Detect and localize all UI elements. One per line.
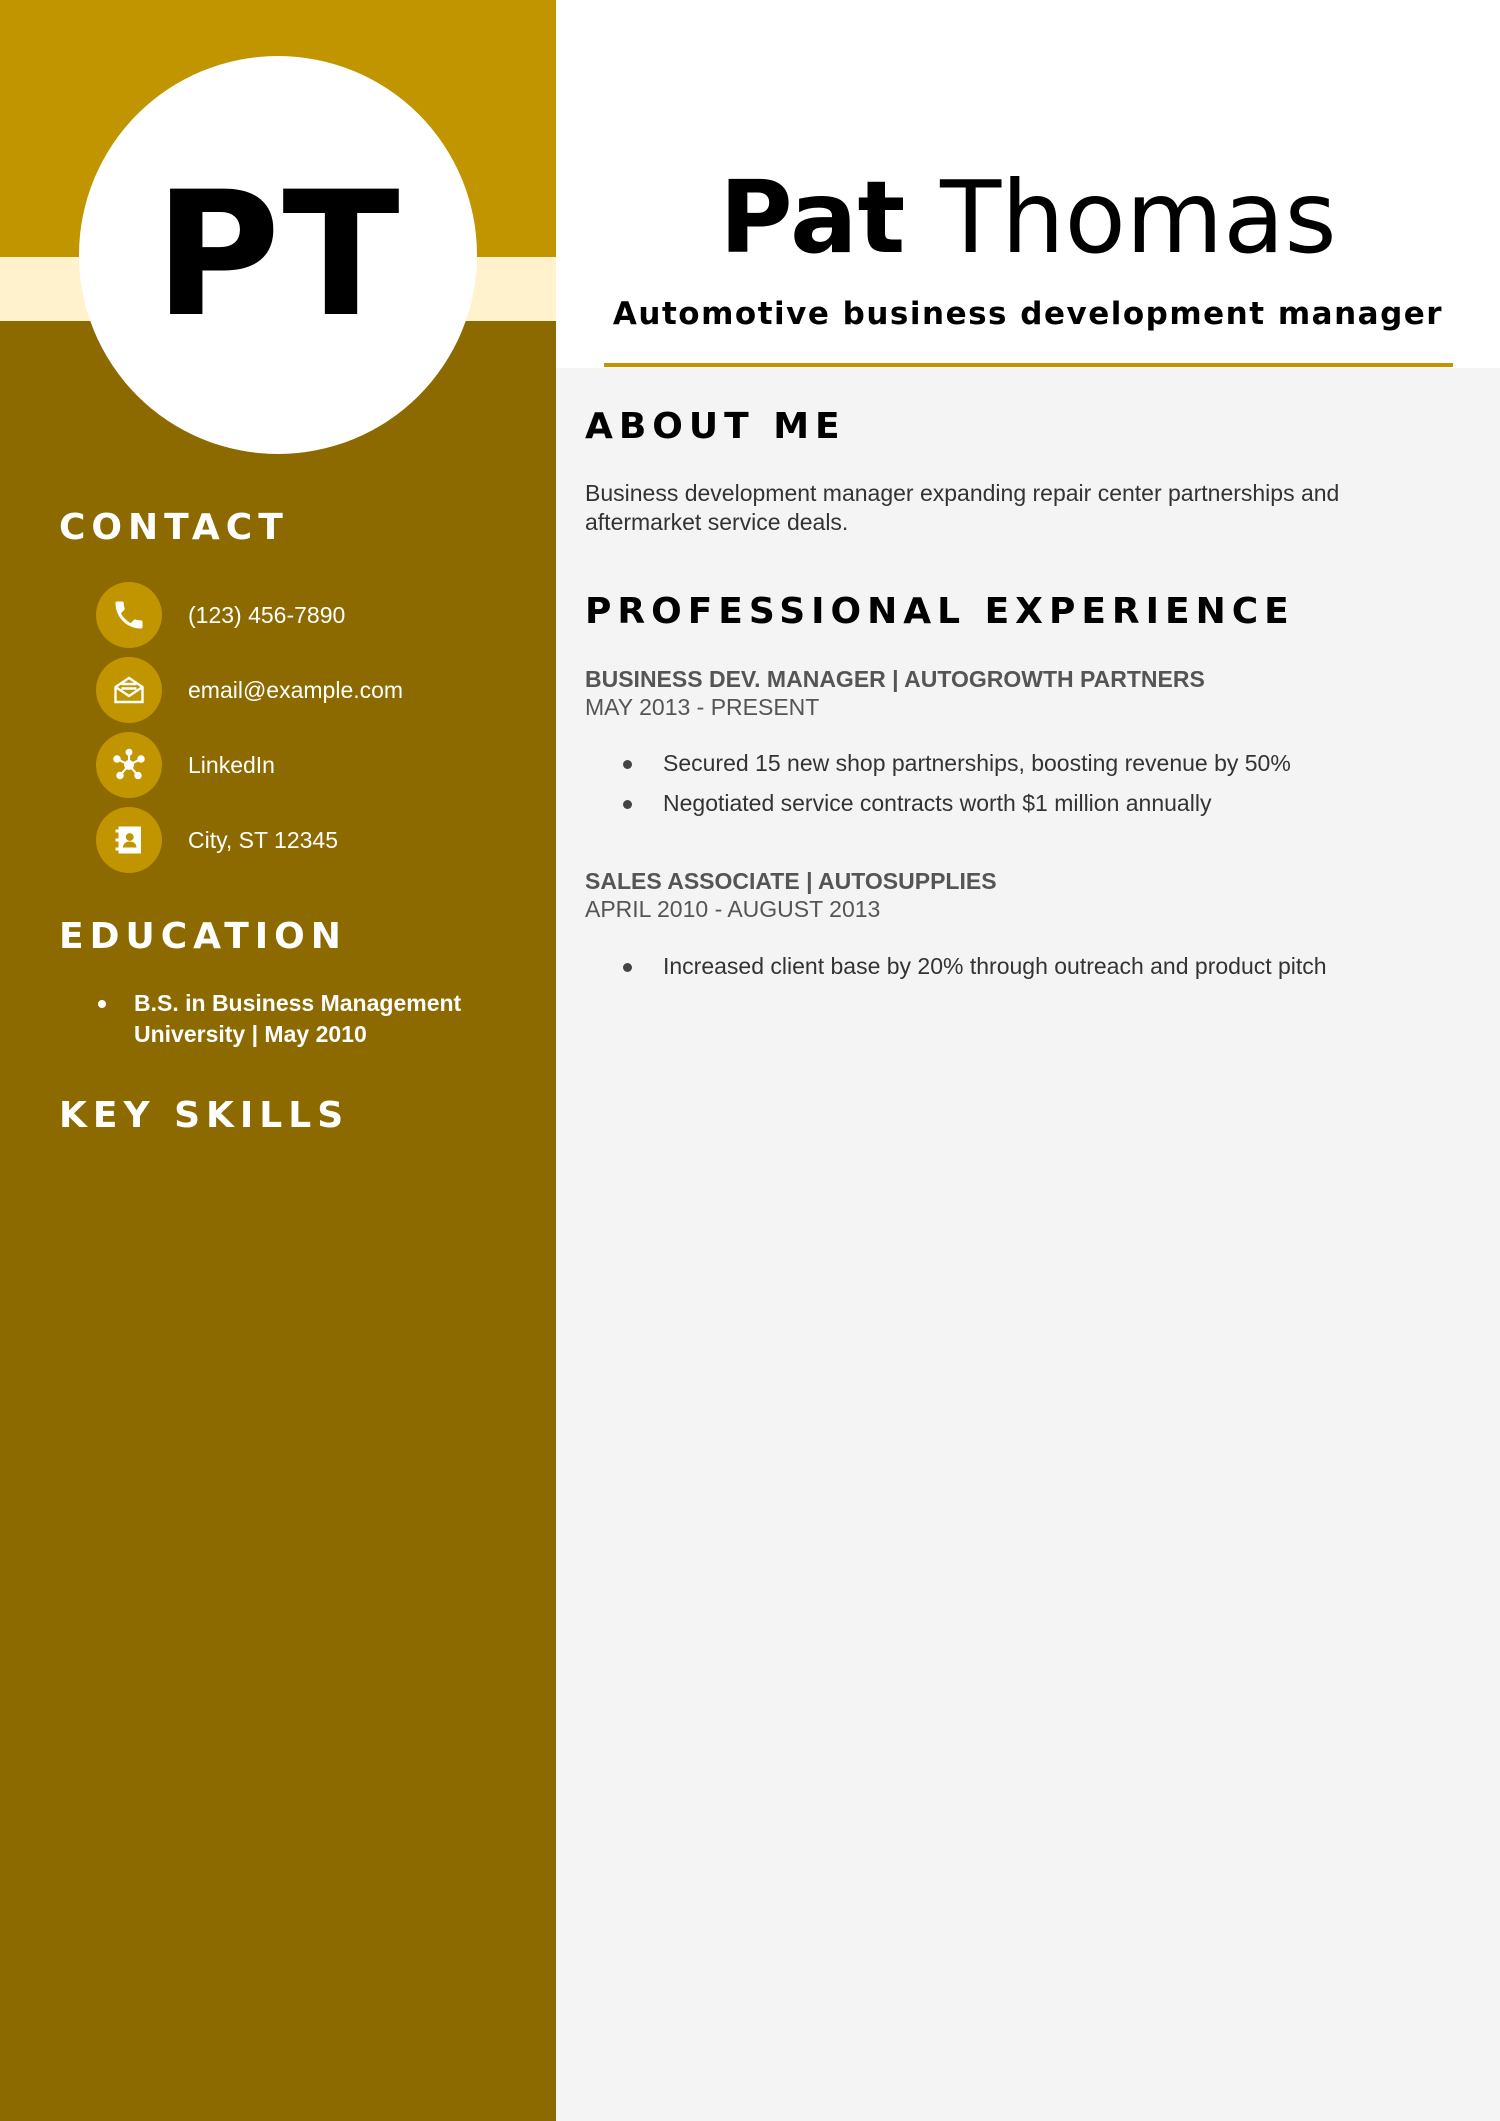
- contact-list: [96, 582, 536, 882]
- last-name: Thomas: [940, 159, 1337, 276]
- job-bullet: Increased client base by 20% through outreach and product pitch: [622, 952, 1442, 981]
- job-bullets: [622, 749, 1442, 829]
- job-dates: MAY 2013 - PRESENT: [585, 694, 820, 720]
- network-icon: [96, 732, 162, 798]
- contact-item-address[interactable]: [96, 807, 536, 873]
- contact-item-linkedin[interactable]: [96, 732, 536, 798]
- header: [556, 0, 1500, 368]
- contact-phone-text: (123) 456-7890: [188, 601, 346, 628]
- contact-address-text: City, ST 12345: [188, 826, 339, 853]
- contact-heading: CONTACT: [59, 507, 289, 548]
- address-book-icon: [96, 807, 162, 873]
- job-bullets: [622, 952, 1442, 992]
- first-name: Pat: [719, 159, 906, 276]
- job-role: BUSINESS DEV. MANAGER | AUTOGROWTH PARTNERS: [585, 666, 1205, 692]
- full-name: [556, 159, 1500, 276]
- monogram-circle: [79, 56, 477, 454]
- education-item: [96, 988, 536, 1050]
- about-text: Business development manager expanding repair center partnerships and aftermarket service deals.: [585, 480, 1340, 535]
- job-title: Automotive business development manager: [612, 296, 1444, 332]
- contact-item-email[interactable]: [96, 657, 536, 723]
- education-school-date: University | May 2010: [134, 1021, 367, 1047]
- job-role: SALES ASSOCIATE | AUTOSUPPLIES: [585, 868, 997, 894]
- key-skills-heading: KEY SKILLS: [59, 1095, 350, 1136]
- job-bullet: Negotiated service contracts worth $1 million annually: [622, 789, 1442, 818]
- about-heading: ABOUT ME: [585, 406, 846, 447]
- education-degree: B.S. in Business Management: [134, 990, 462, 1016]
- job-bullet: Secured 15 new shop partnerships, boosting revenue by 50%: [622, 749, 1442, 778]
- monogram-initials: PT: [154, 154, 402, 355]
- education-heading: EDUCATION: [59, 916, 347, 957]
- envelope-icon: [96, 657, 162, 723]
- education-list: [96, 988, 536, 1050]
- experience-heading: PROFESSIONAL EXPERIENCE: [585, 591, 1295, 632]
- job-dates: APRIL 2010 - AUGUST 2013: [585, 896, 881, 922]
- contact-linkedin-text: LinkedIn: [188, 751, 275, 778]
- header-divider: [604, 363, 1453, 367]
- contact-item-phone[interactable]: [96, 582, 536, 648]
- phone-icon: [96, 582, 162, 648]
- contact-email-text: email@example.com: [188, 676, 404, 703]
